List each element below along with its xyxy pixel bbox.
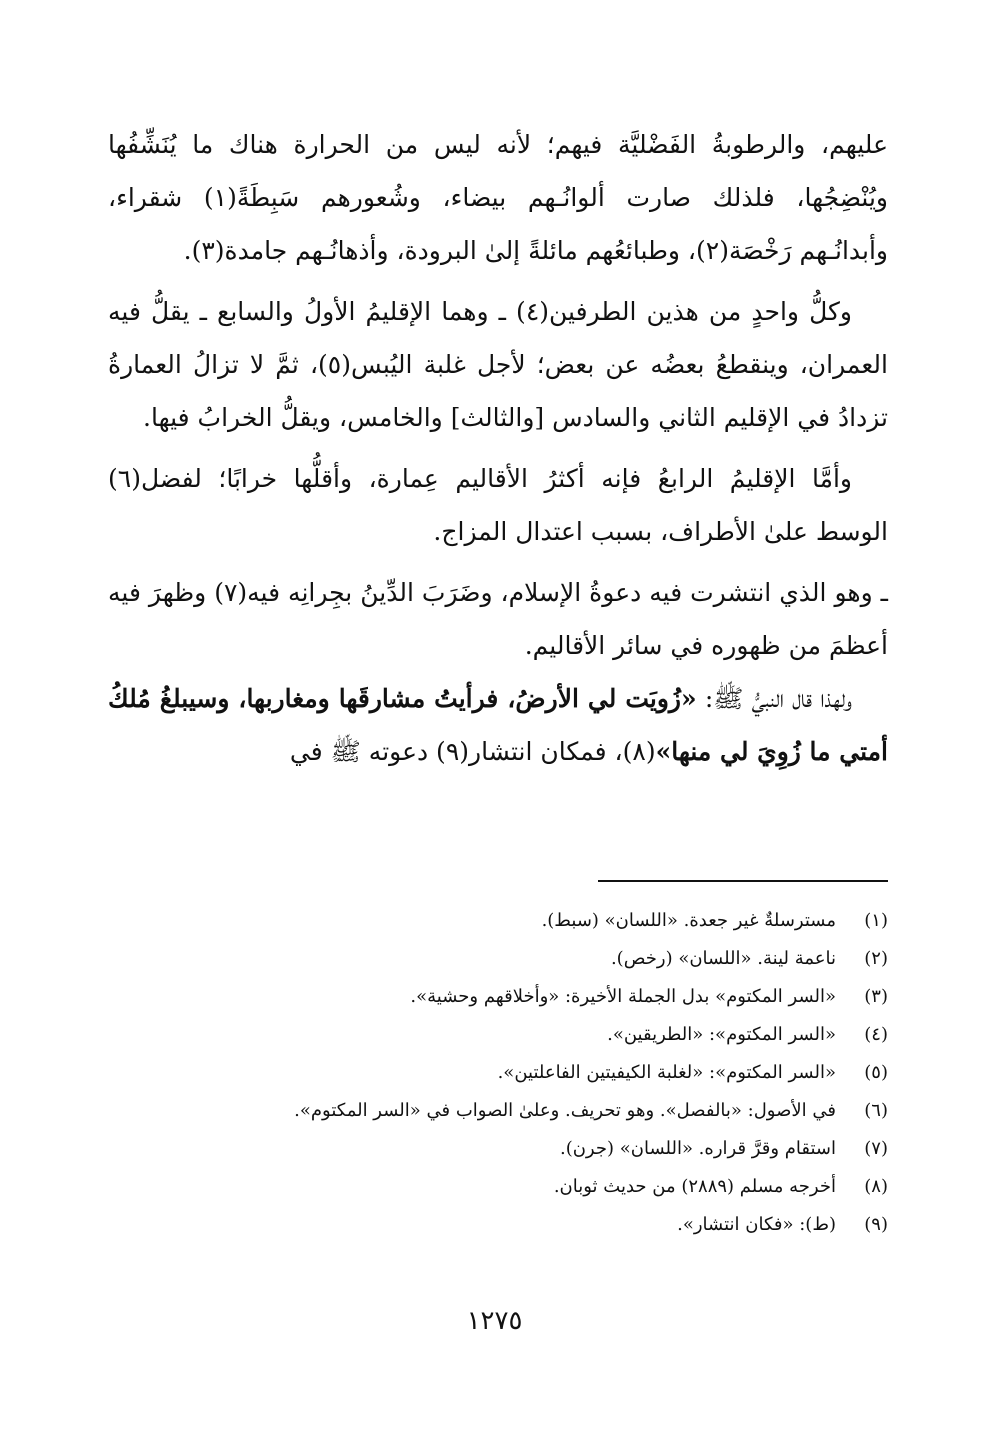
hadith-quote: «زُويَت لي الأرضُ، فرأيتُ مشارقَها ومغاربها، وسيبلغُ مُلكُ أمتي ما زُوِيَ لي منها»: [108, 684, 888, 766]
footnote-text: استقام وقرَّ قراره. «اللسان» (جرن).: [559, 1138, 836, 1159]
footnote: [108, 1130, 888, 1168]
footnote-number: (٩): [864, 1214, 888, 1235]
paragraph-5-tail: (٨)، فمكان انتشار(٩) دعوته ﷺ في: [289, 737, 656, 766]
footnote-number: (٦): [864, 1100, 888, 1121]
paragraph-4: ـ وهو الذي انتشرت فيه دعوةُ الإسلام، وضَرَبَ الدِّينُ بجِرانِه فيه(٧) وظهرَ فيه أعظمَ من ظهوره في سائر الأقاليم.: [108, 578, 888, 660]
footnote-number: (٣): [864, 986, 888, 1007]
paragraph-1: عليهم، والرطوبةُ الفَضْليَّة فيهم؛ لأنه ليس من الحرارة هناك ما يُنَشِّفُها ويُنْضِجُها، فلذلك صارت ألوانُـهم بيضاء، وشُعورهم سَبِطَةً(١) شقراء، وأبدانُـهم رَخْصَة(٢)، وطبائعُهم مائلةً إلىٰ البرودة، وأذهانُـهم جامدة(٣).: [108, 130, 889, 265]
footnote-text: في الأصول: «بالفصل». وهو تحريف. وعلىٰ الصواب في «السر المكتوم».: [294, 1100, 836, 1121]
footnote: [108, 978, 888, 1016]
footnote: [108, 940, 888, 978]
footnote: [108, 1016, 888, 1054]
footnote-text: مسترسلةٌ غير جعدة. «اللسان» (سبط).: [541, 910, 836, 931]
paragraph-5-lead: ولهذا قال النبيُّ ﷺ:: [696, 684, 852, 713]
footnote: [108, 1092, 888, 1130]
footnotes-list: [108, 902, 888, 1244]
footnote: [108, 1054, 888, 1092]
footnote-number: (١): [864, 910, 888, 931]
footnote-number: (٨): [864, 1176, 888, 1197]
footnote: [108, 902, 888, 940]
footnote-number: (٧): [864, 1138, 888, 1159]
footnote: [108, 1168, 888, 1206]
footnote-number: (٥): [864, 1062, 888, 1083]
footnote-text: «السر المكتوم»: «لغلبة الكيفيتين الفاعلتين».: [497, 1062, 836, 1083]
footnote-divider: [598, 880, 888, 882]
footnote-text: أخرجه مسلم (٢٨٨٩) من حديث ثوبان.: [553, 1176, 836, 1197]
footnote-number: (٢): [864, 948, 888, 969]
footnote-text: «السر المكتوم» بدل الجملة الأخيرة: «وأخلاقهم وحشية».: [410, 986, 836, 1007]
page-number: ١٢٧٥: [466, 1306, 523, 1336]
footnote-text: ناعمة لينة. «اللسان» (رخص).: [610, 948, 836, 969]
footnote-text: (ط): «فكان انتشار».: [677, 1214, 836, 1235]
paragraph-2: وكلُّ واحدٍ من هذين الطرفين(٤) ـ وهما الإقليمُ الأولُ والسابع ـ يقلُّ فيه العمران، وينقطعُ بعضُه عن بعض؛ لأجل غلبة اليُبس(٥)، ثمَّ لا تزالُ العمارةُ تزدادُ في الإقليم الثاني والسادس [والثالث] والخامس، ويقلُّ الخرابُ فيها.: [108, 297, 888, 432]
paragraph-3: وأمَّا الإقليمُ الرابعُ فإنه أكثرُ الأقاليم عِمارة، وأقلُّها خرابًا؛ لفضل(٦) الوسط علىٰ الأطراف، بسبب اعتدال المزاج.: [108, 464, 888, 546]
footnote-text: «السر المكتوم»: «الطريقين».: [607, 1024, 836, 1045]
footnote-number: (٤): [864, 1024, 888, 1045]
main-text: [108, 118, 888, 778]
paragraph-5: [108, 672, 888, 778]
footnote: [108, 1206, 888, 1244]
